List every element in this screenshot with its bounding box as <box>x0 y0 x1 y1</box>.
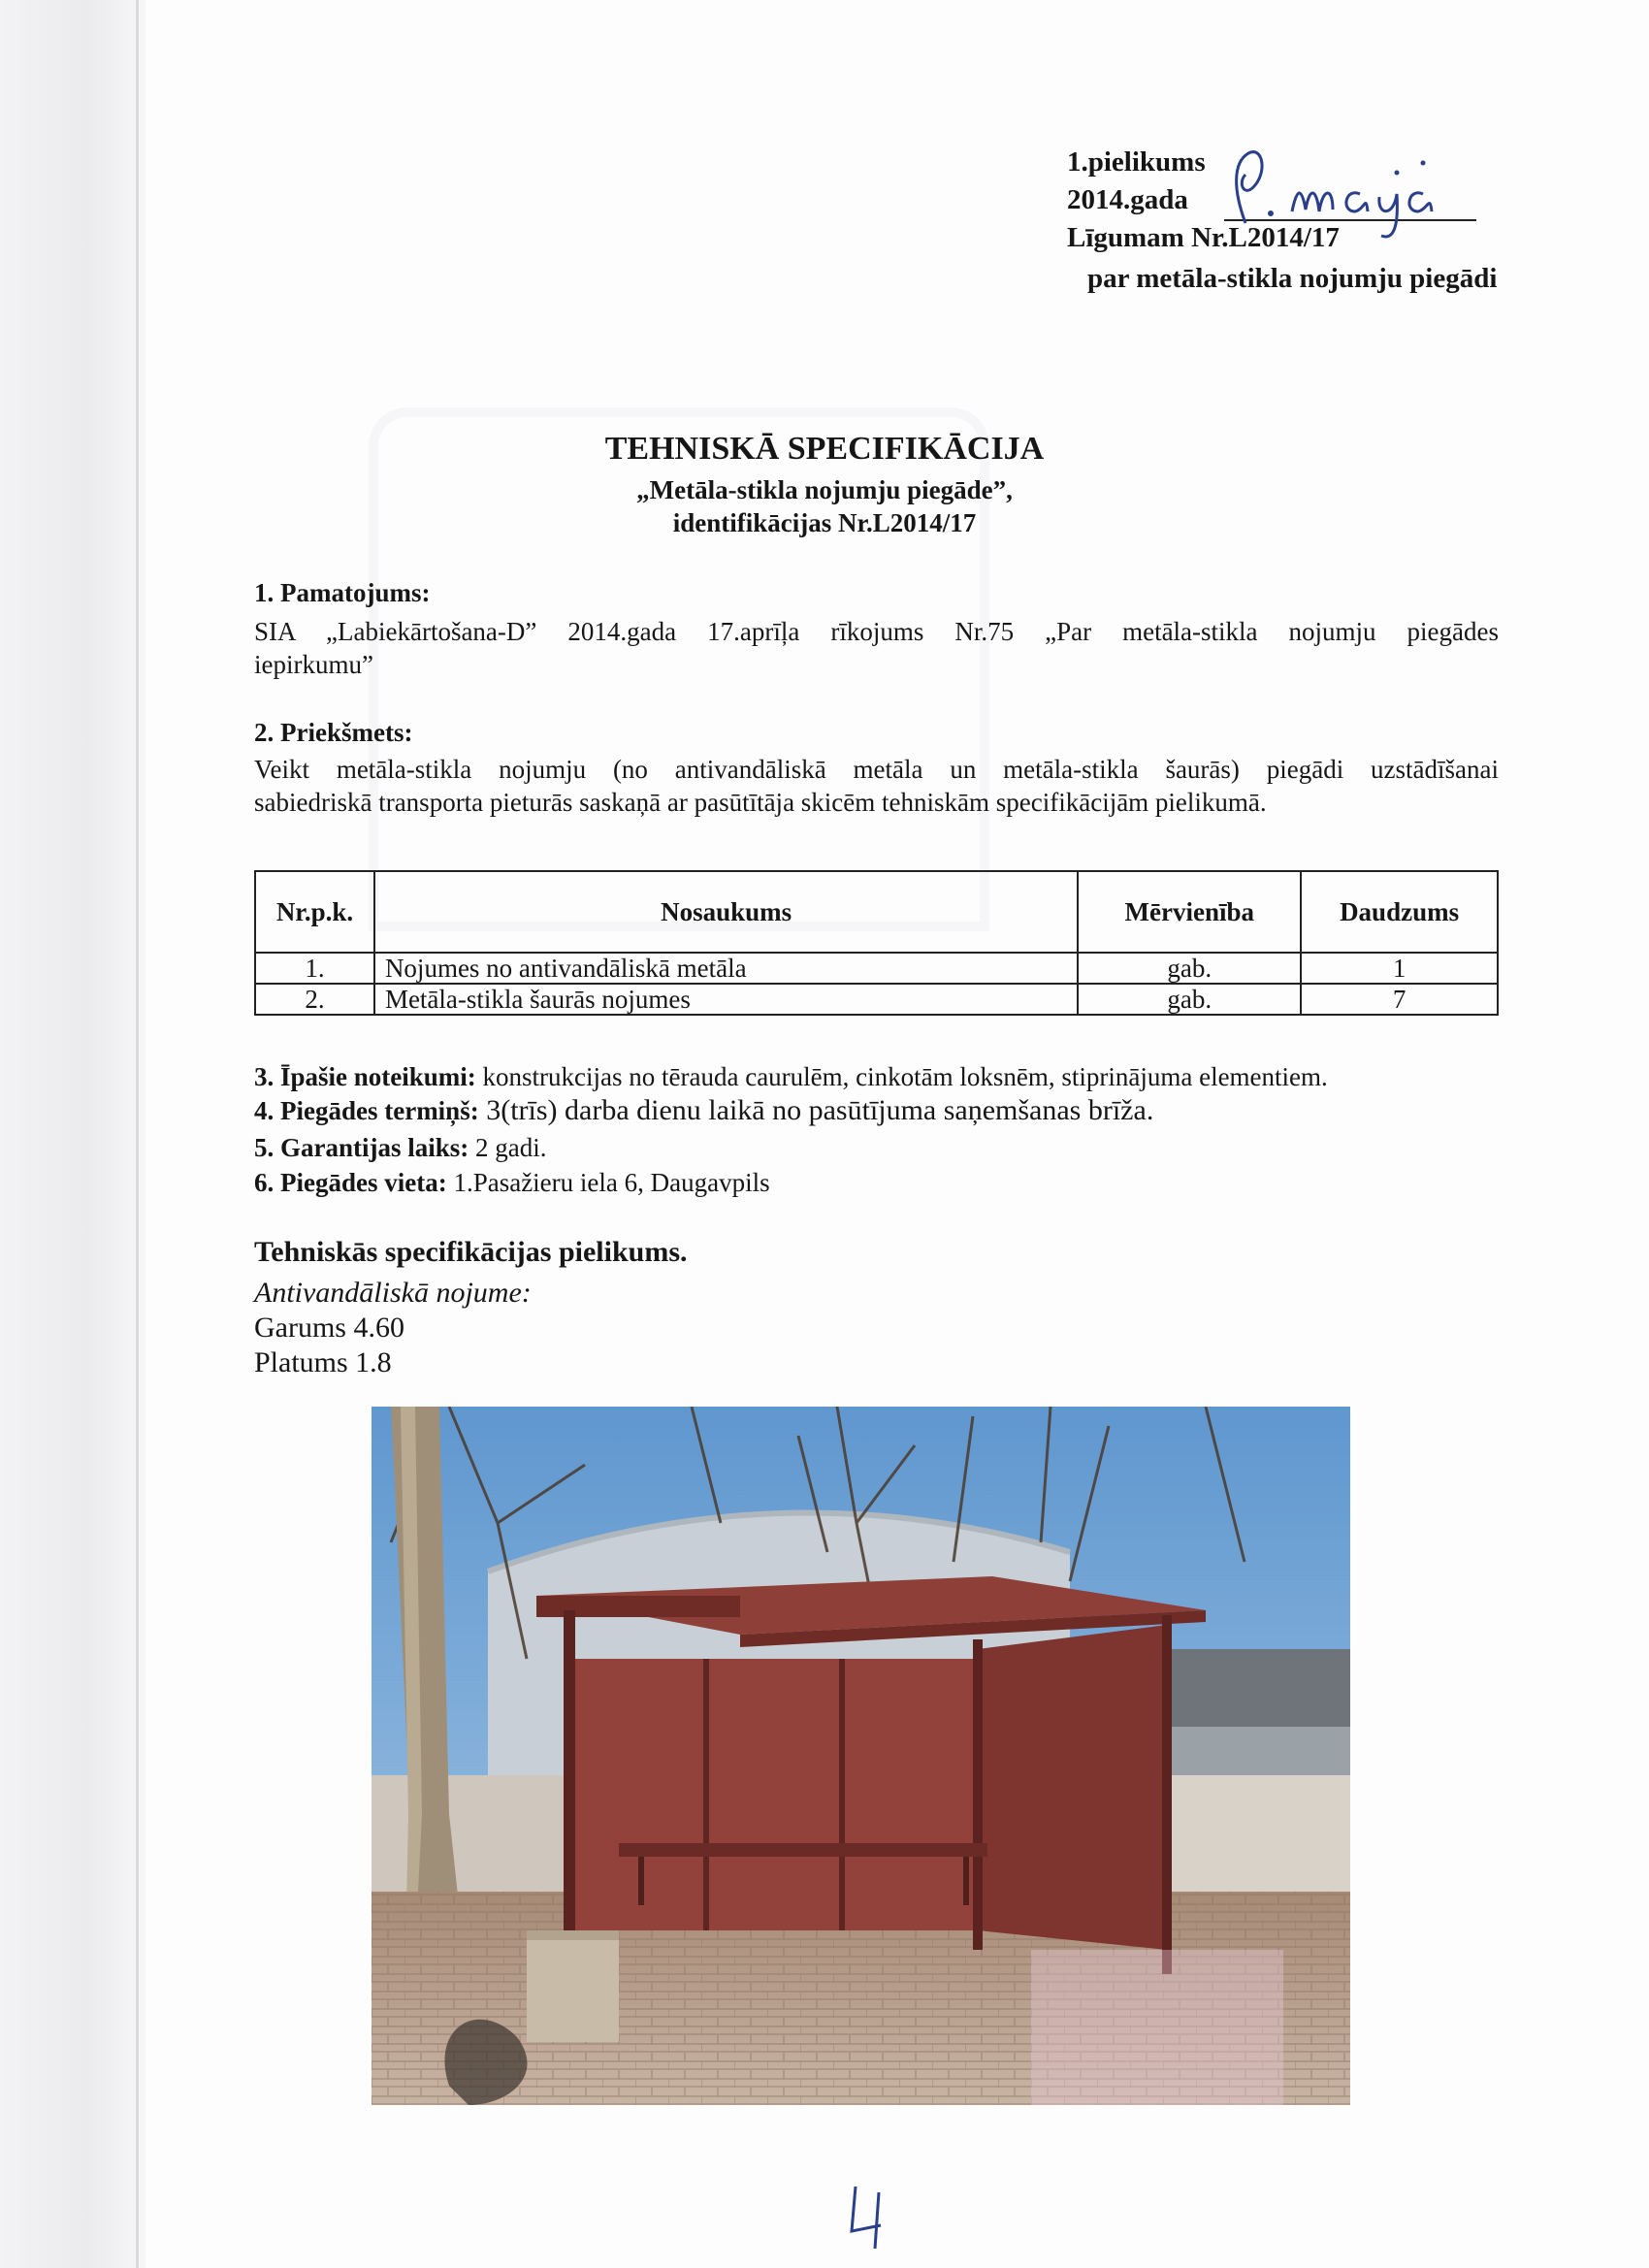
item-label: 6. Piegādes vieta: <box>254 1168 447 1197</box>
row-number: 2. <box>255 984 374 1015</box>
page-title: TEHNISKĀ SPECIFIKĀCIJA <box>604 431 1045 467</box>
appendix-width: Platums 1.8 <box>254 1346 392 1378</box>
row-name: Metāla-stikla šaurās nojumes <box>374 984 1078 1015</box>
section-2-heading: 2. Priekšmets: <box>254 718 413 747</box>
row-unit: gab. <box>1078 953 1301 984</box>
title-identification: identifikācijas Nr.L2014/17 <box>672 508 977 537</box>
appendix-heading: Tehniskās specifikācijas pielikums. <box>254 1236 688 1268</box>
item-label: 5. Garantijas laiks: <box>254 1133 469 1162</box>
item-text: 2 gadi. <box>475 1133 547 1162</box>
appendix-subheading: Antivandāliskā nojume: <box>254 1277 532 1309</box>
item-delivery-place <box>254 1166 770 1199</box>
appendix-length: Garums 4.60 <box>254 1312 404 1344</box>
section-1-line-1: SIA „Labiekārtošana-D” 2014.gada 17.aprīļa rīkojums Nr.75 „Par metāla-stikla nojumju piegādes <box>254 617 1499 646</box>
table-header-row <box>255 871 1498 953</box>
section-2-line-1: Veikt metāla-stikla nojumju (no antivandāliskā metāla un metāla-stikla šaurās) piegādi uzstādīšanai <box>254 755 1499 784</box>
table-row <box>255 953 1498 984</box>
header-cell-unit: Mērvienība <box>1078 871 1301 953</box>
items-table <box>254 870 1499 1016</box>
header-cell-quantity: Daudzums <box>1301 871 1498 953</box>
section-2-line-2: sabiedriskā transporta pieturās saskaņā ar pasūtītāja skicēm tehniskām specifikācijām pielikumā. <box>254 788 1267 817</box>
title-subject: „Metāla-stikla nojumju piegāde”, <box>636 475 1013 504</box>
header-appendix-label: 1.pielikums <box>1067 146 1206 178</box>
scan-edge <box>136 0 139 2268</box>
item-delivery-term <box>254 1094 1153 1127</box>
header-contract-subject: par metāla-stikla nojumju piegādi <box>1087 263 1498 294</box>
row-unit: gab. <box>1078 984 1301 1015</box>
item-text: 3(trīs) darba dienu laikā no pasūtījuma saņemšanas brīža. <box>486 1094 1154 1126</box>
item-text: 1.Pasažieru iela 6, Daugavpils <box>453 1168 770 1197</box>
header-cell-name: Nosaukums <box>374 871 1078 953</box>
item-special-conditions <box>254 1060 1328 1093</box>
row-name: Nojumes no antivandāliskā metāla <box>374 953 1078 984</box>
item-label: 4. Piegādes termiņš: <box>254 1096 479 1125</box>
row-number: 1. <box>255 953 374 984</box>
header-contract-number: Līgumam Nr.L2014/17 <box>1067 222 1340 253</box>
handwritten-page-number <box>842 2183 900 2251</box>
table-row <box>255 984 1498 1015</box>
item-text: konstrukcijas no tērauda caurulēm, cinkotām loksnēm, stiprinājuma elementiem. <box>482 1062 1328 1091</box>
header-year: 2014.gada <box>1067 184 1188 215</box>
header-cell-number: Nr.p.k. <box>255 871 374 953</box>
item-label: 3. Īpašie noteikumi: <box>254 1062 476 1091</box>
bus-shelter-photo <box>372 1407 1350 2105</box>
item-warranty <box>254 1131 547 1164</box>
section-1-line-2: iepirkumu” <box>254 650 373 679</box>
row-quantity: 1 <box>1301 953 1498 984</box>
row-quantity: 7 <box>1301 984 1498 1015</box>
scan-shadow <box>0 0 146 2268</box>
section-1-heading: 1. Pamatojums: <box>254 578 431 607</box>
